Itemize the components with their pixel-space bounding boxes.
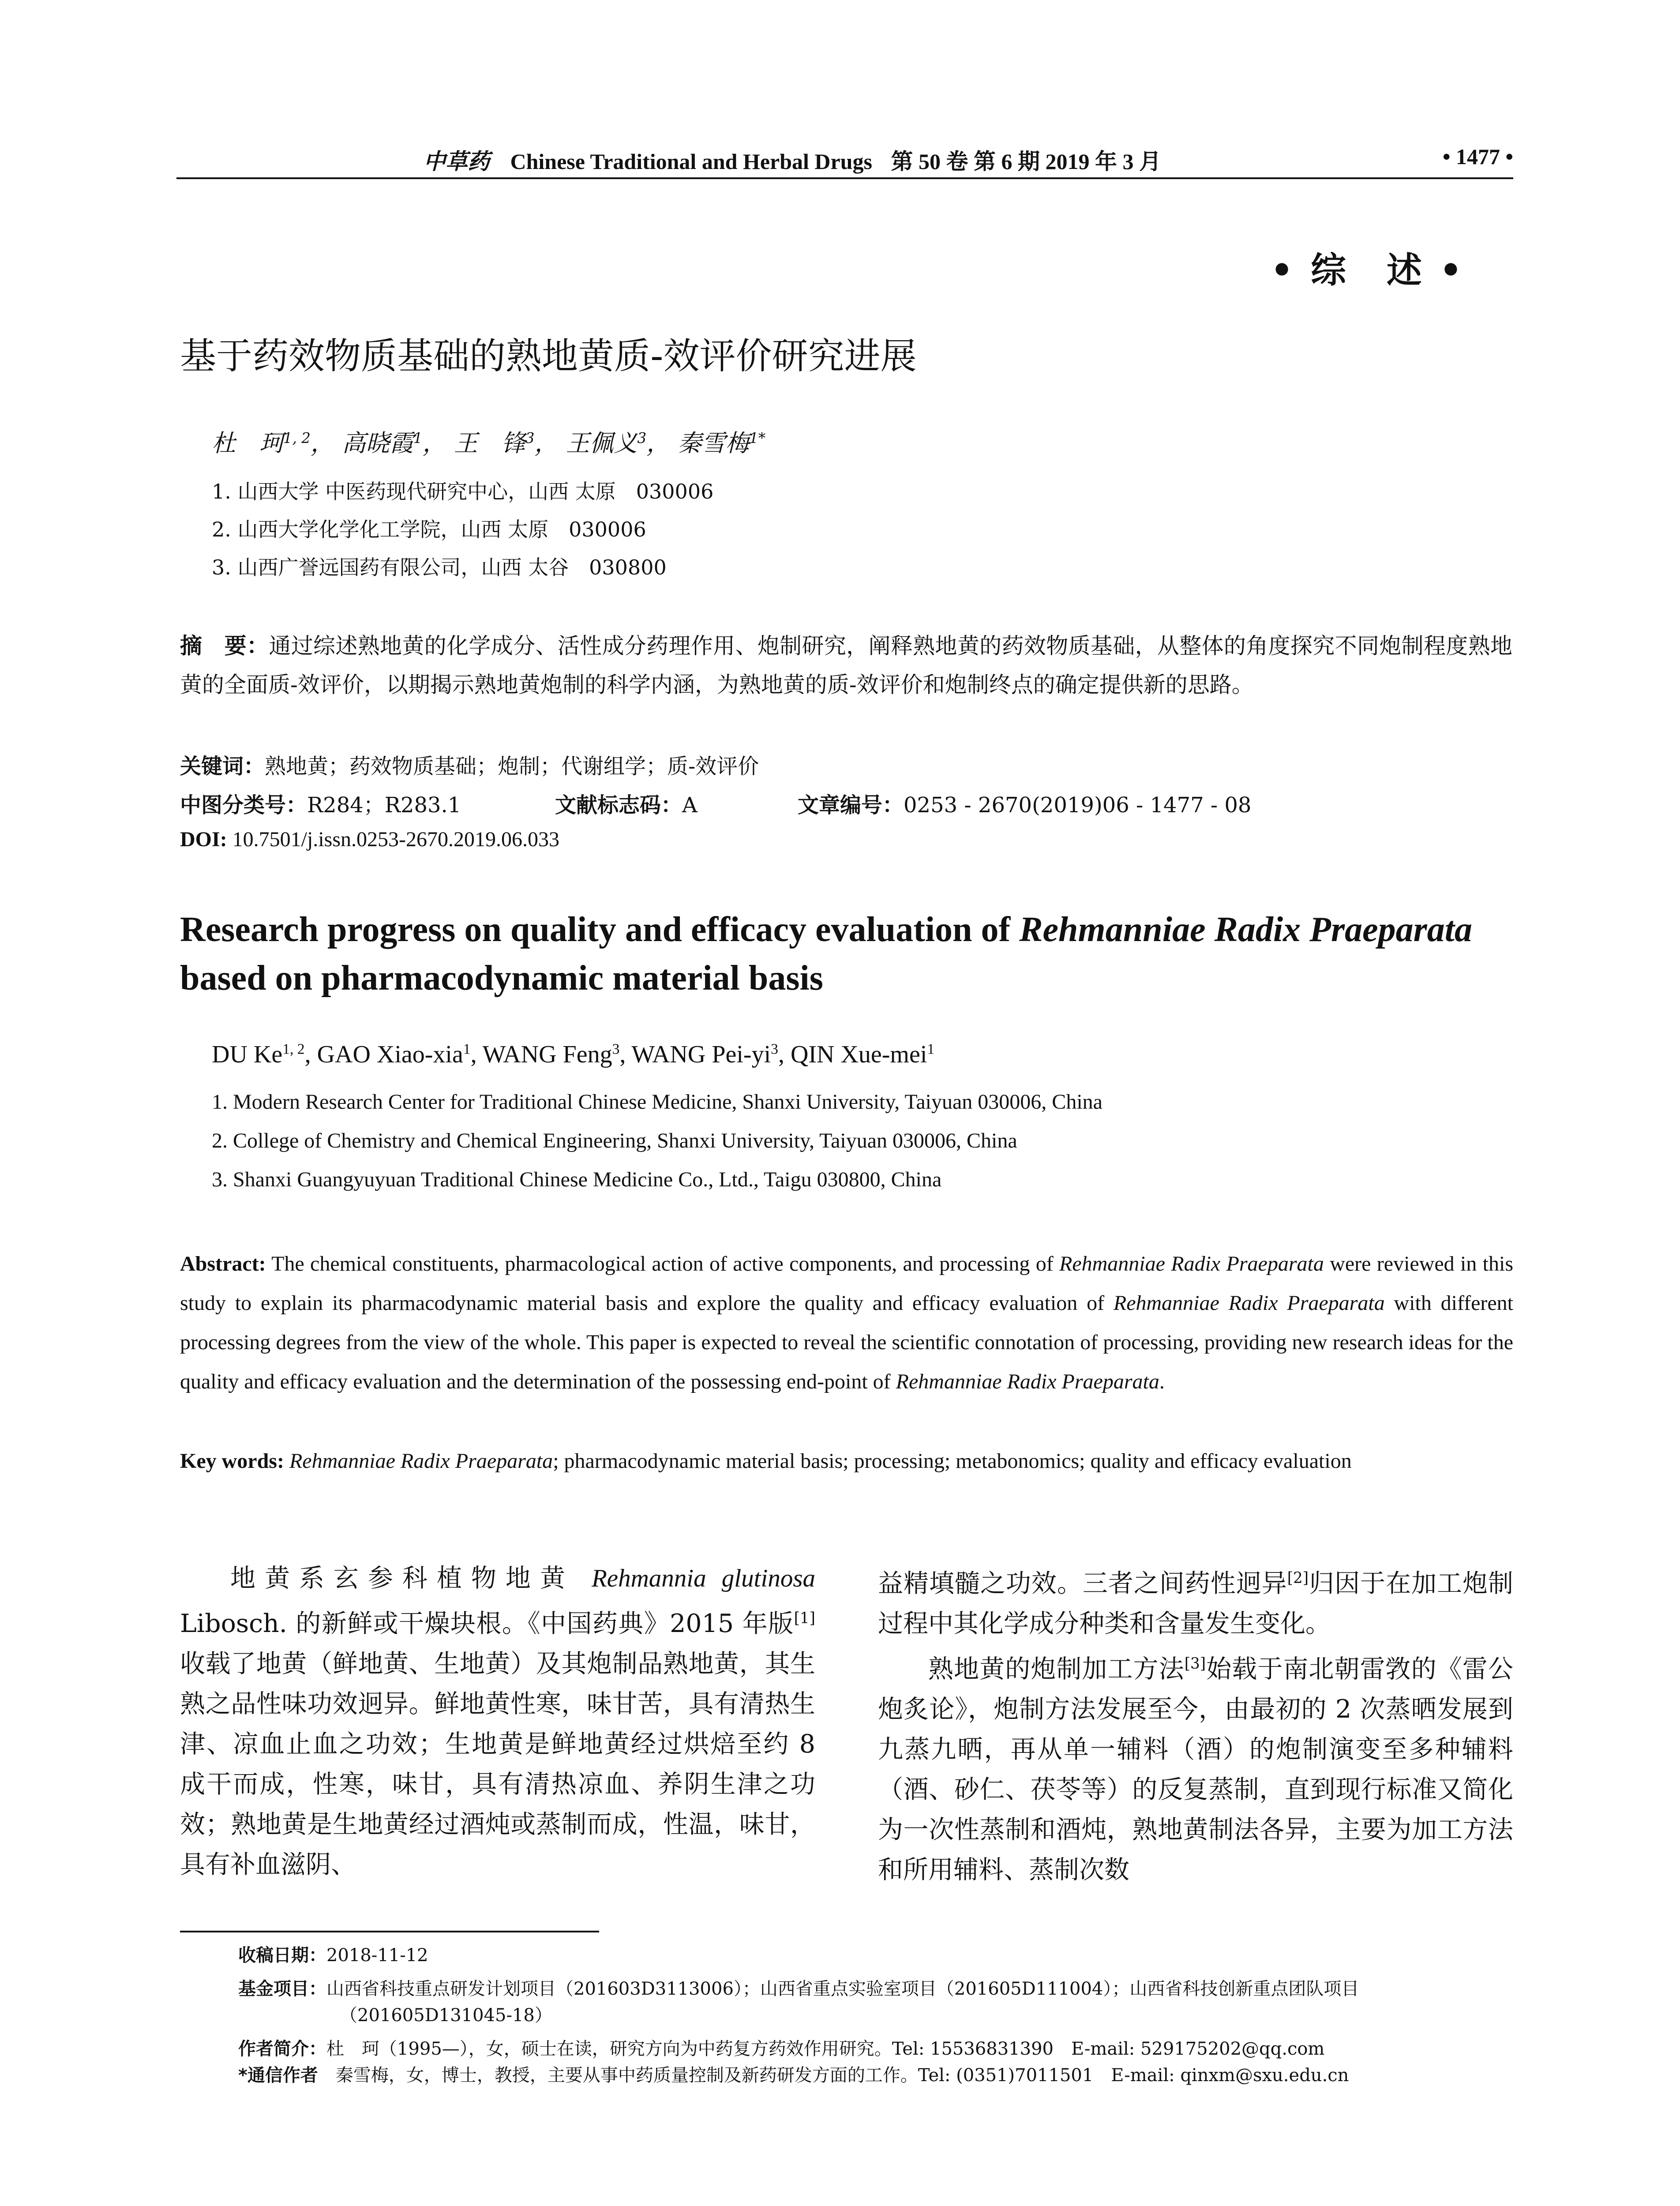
doi-value: 10.7501/j.issn.0253-2670.2019.06.033 bbox=[232, 828, 560, 851]
abstract-en bbox=[180, 1244, 1513, 1401]
body-paragraph bbox=[878, 1558, 1513, 1644]
author-sup: 3 bbox=[525, 430, 535, 446]
abstract-en-species: Rehmanniae Radix Praeparata bbox=[1059, 1252, 1324, 1276]
footnote-label: *通信作者 bbox=[238, 2065, 318, 2086]
abstract-en-species: Rehmanniae Radix Praeparata bbox=[896, 1370, 1159, 1393]
abstract-en-text: were reviewed in this study to explain its pharmacodynamic material basis and explore the quality and efficacy evaluation of bbox=[180, 1252, 1514, 1315]
clc-number bbox=[180, 788, 461, 818]
author-cn: 杜 珂 bbox=[212, 429, 283, 457]
body-paragraph bbox=[878, 1644, 1513, 1890]
author-sup: 1 bbox=[927, 1041, 935, 1058]
affiliation-cn: 3. 山西广誉远国药有限公司，山西 太谷 030800 bbox=[212, 555, 667, 579]
footnote-rule bbox=[180, 1931, 599, 1932]
article-number-value: 0253 - 2670(2019)06 - 1477 - 08 bbox=[904, 793, 1252, 818]
author-separator: ， bbox=[422, 429, 446, 457]
journal-name-en: Chinese Traditional and Herbal Drugs bbox=[510, 149, 872, 174]
body-column-right bbox=[878, 1558, 1513, 1890]
doc-code-value: A bbox=[682, 793, 698, 818]
doi-label: DOI: bbox=[180, 828, 227, 851]
clc-value: R284；R283.1 bbox=[307, 793, 461, 818]
journal-name-cn: 中草药 bbox=[424, 148, 490, 174]
footnote-label: 收稿日期： bbox=[238, 1945, 326, 1966]
author-separator: , bbox=[619, 1041, 632, 1068]
affiliation-en: 2. College of Chemistry and Chemical Engineering, Shanxi University, Taiyuan 030006, China bbox=[212, 1129, 1017, 1152]
journal-name bbox=[424, 144, 1161, 176]
body-paragraph bbox=[180, 1558, 815, 1885]
author-separator: ， bbox=[310, 429, 334, 457]
classification-line bbox=[180, 788, 1512, 819]
author-separator: ， bbox=[646, 429, 671, 457]
author-en: WANG Feng bbox=[482, 1041, 612, 1068]
author-separator: , bbox=[470, 1041, 483, 1068]
author-separator: ， bbox=[534, 429, 559, 457]
abstract-en-text: with different processing degrees from the view of the whole. This paper is expected to reveal the scientific connotation of processing, providing new research ideas for the quality and efficacy evaluation and the determination of the possessing end-point of bbox=[180, 1291, 1514, 1393]
footnote-fund-continued: （201605D131045-18） bbox=[340, 2005, 552, 2026]
author-sup: 1* bbox=[749, 430, 766, 446]
citation-ref: [2] bbox=[1287, 1569, 1309, 1587]
affiliation-en: 3. Shanxi Guangyuyuan Traditional Chinese Medicine Co., Ltd., Taigu 030800, China bbox=[212, 1168, 942, 1191]
abstract-cn bbox=[180, 627, 1512, 704]
footnote-label: 作者简介： bbox=[238, 2039, 326, 2059]
abstract-en-text: . bbox=[1159, 1370, 1165, 1393]
body-text: 始载于南北朝雷敩的《雷公炮炙论》，炮制方法发展至今，由最初的 2 次蒸晒发展到九蒸九晒，再从单一辅料（酒）的炮制演变至多种辅料（酒、砂仁、茯苓等）的反复蒸制，直到现行标准又简化为一次性蒸制和酒炖，熟地黄制法各异，主要为加工方法和所用辅料、蒸制次数 bbox=[878, 1654, 1514, 1884]
title-en-part: based on pharmacodynamic material basis bbox=[180, 959, 823, 998]
keywords-en-text: ; pharmacodynamic material basis; processing; metabonomics; quality and efficacy evaluation bbox=[553, 1449, 1352, 1473]
body-text: Libosch. 的新鲜或干燥块根。《中国药典》2015 年版 bbox=[180, 1609, 794, 1638]
abstract-en-label: Abstract: bbox=[180, 1252, 266, 1276]
affiliation-cn: 1. 山西大学 中医药现代研究中心，山西 太原 030006 bbox=[212, 480, 714, 503]
author-sup: 3 bbox=[637, 430, 647, 446]
footnote-text: 杜 珂（1995—），女，硕士在读，研究方向为中药复方药效作用研究。Tel: 15536831390 E-mail: 529175202@qq.com bbox=[326, 2039, 1325, 2059]
author-en: WANG Pei-yi bbox=[631, 1041, 771, 1068]
keywords-cn bbox=[180, 749, 759, 780]
article-title-en bbox=[180, 905, 1530, 1002]
author-cn: 高晓霞 bbox=[341, 429, 413, 457]
title-en-species: Rehmanniae Radix Praeparata bbox=[1019, 910, 1472, 949]
author-separator: , bbox=[778, 1041, 791, 1068]
footnote-label: 基金项目： bbox=[238, 1979, 326, 1999]
footnote-text: 秦雪梅，女，博士，教授，主要从事中药质量控制及新药研发方面的工作。Tel: (0351)7011501 E-mail: qinxm@sxu.edu.cn bbox=[335, 2065, 1349, 2086]
species-name: Rehmannia glutinosa bbox=[591, 1564, 815, 1592]
keywords-cn-text: 熟地黄；药效物质基础；炮制；代谢组学；质-效评价 bbox=[265, 754, 759, 779]
body-text: 熟地黄的炮制加工方法 bbox=[928, 1654, 1185, 1684]
footnote-text: 2018-11-12 bbox=[326, 1945, 428, 1966]
citation-ref: [1] bbox=[794, 1609, 815, 1627]
section-label: • 综 述 • bbox=[1271, 250, 1465, 291]
author-sup: 1 bbox=[413, 430, 423, 446]
footnote-corresponding bbox=[238, 2062, 1513, 2089]
article-number bbox=[798, 788, 1251, 818]
author-cn: 王佩义 bbox=[566, 429, 638, 457]
abstract-cn-text: 通过综述熟地黄的化学成分、活性成分药理作用、炮制研究，阐释熟地黄的药效物质基础，从整体的角度探究不同炮制程度熟地黄的全面质-效评价，以期揭示熟地黄炮制的科学内涵，为熟地黄的质-效评价和炮制终点的确定提供新的思路。 bbox=[180, 633, 1513, 698]
abstract-en-text: The chemical constituents, pharmacological action of active components, and processing of bbox=[266, 1252, 1060, 1276]
journal-issue: 第 50 卷 第 6 期 2019 年 3 月 bbox=[891, 149, 1161, 174]
abstract-en-species: Rehmanniae Radix Praeparata bbox=[1113, 1291, 1385, 1315]
title-en-part: Research progress on quality and efficacy evaluation of bbox=[180, 910, 1020, 949]
author-en: QIN Xue-mei bbox=[790, 1041, 927, 1068]
body-text: 地黄系玄参科植物地黄 bbox=[230, 1564, 592, 1593]
footnote-author bbox=[238, 2036, 1513, 2062]
author-en: DU Ke bbox=[212, 1041, 283, 1068]
affiliation-en: 1. Modern Research Center for Traditional Chinese Medicine, Shanxi University, Taiyuan 030006, China bbox=[212, 1090, 1102, 1114]
article-number-label: 文章编号： bbox=[798, 793, 904, 818]
author-separator: , bbox=[304, 1041, 317, 1068]
body-column-left bbox=[180, 1558, 815, 1885]
body-text: 益精填髓之功效。三者之间药性迥异 bbox=[878, 1569, 1287, 1598]
footnote-text: 山西省科技重点研发计划项目（201603D3113006）；山西省重点实验室项目（201605D111004）；山西省科技创新重点团队项目 bbox=[326, 1979, 1359, 1999]
article-title-cn: 基于药效物质基础的熟地黄质-效评价研究进展 bbox=[180, 335, 917, 377]
keywords-en bbox=[180, 1441, 1513, 1481]
author-sup: 3 bbox=[612, 1041, 620, 1058]
author-sup: 1 bbox=[463, 1041, 471, 1058]
author-sup: 1, 2 bbox=[282, 1041, 305, 1058]
header-rule bbox=[176, 177, 1513, 179]
footnotes bbox=[238, 1942, 1513, 2089]
keywords-cn-label: 关键词： bbox=[180, 754, 265, 779]
clc-label: 中图分类号： bbox=[180, 793, 308, 818]
abstract-cn-label: 摘 要： bbox=[180, 633, 269, 659]
body-text: 归因于在加工炮制过程中其化学成分种类和含量发生变化。 bbox=[878, 1569, 1514, 1638]
doi bbox=[180, 827, 559, 852]
footnote-received bbox=[238, 1942, 1513, 1969]
citation-ref: [3] bbox=[1184, 1655, 1206, 1673]
authors-cn bbox=[212, 424, 765, 458]
author-cn: 王 锋 bbox=[454, 429, 525, 457]
footnote-fund bbox=[238, 1976, 1513, 2002]
doc-code-label: 文献标志码： bbox=[555, 793, 682, 818]
authors-en bbox=[212, 1040, 934, 1069]
author-sup: 1, 2 bbox=[283, 430, 311, 446]
running-head bbox=[176, 140, 1513, 176]
body-text: 收载了地黄（鲜地黄、生地黄）及其炮制品熟地黄，其生熟之品性味功效迥异。鲜地黄性寒，味甘苦，具有清热生津、凉血止血之功效；生地黄是鲜地黄经过烘焙至约 8 成干而成，性寒，味甘，具有清热凉血、养阴生津之功效；熟地黄是生地黄经过酒炖或蒸制而成，性温，味甘，具有补血滋阴、 bbox=[180, 1649, 815, 1879]
affiliation-cn: 2. 山西大学化学化工学院，山西 太原 030006 bbox=[212, 518, 646, 541]
author-sup: 3 bbox=[771, 1041, 778, 1058]
keywords-en-species: Rehmanniae Radix Praeparata bbox=[289, 1449, 553, 1473]
page-number: • 1477 • bbox=[1442, 144, 1513, 169]
author-en: GAO Xiao-xia bbox=[317, 1041, 463, 1068]
author-cn: 秦雪梅 bbox=[678, 429, 750, 457]
keywords-en-label: Key words: bbox=[180, 1449, 284, 1473]
doc-code bbox=[555, 788, 698, 818]
